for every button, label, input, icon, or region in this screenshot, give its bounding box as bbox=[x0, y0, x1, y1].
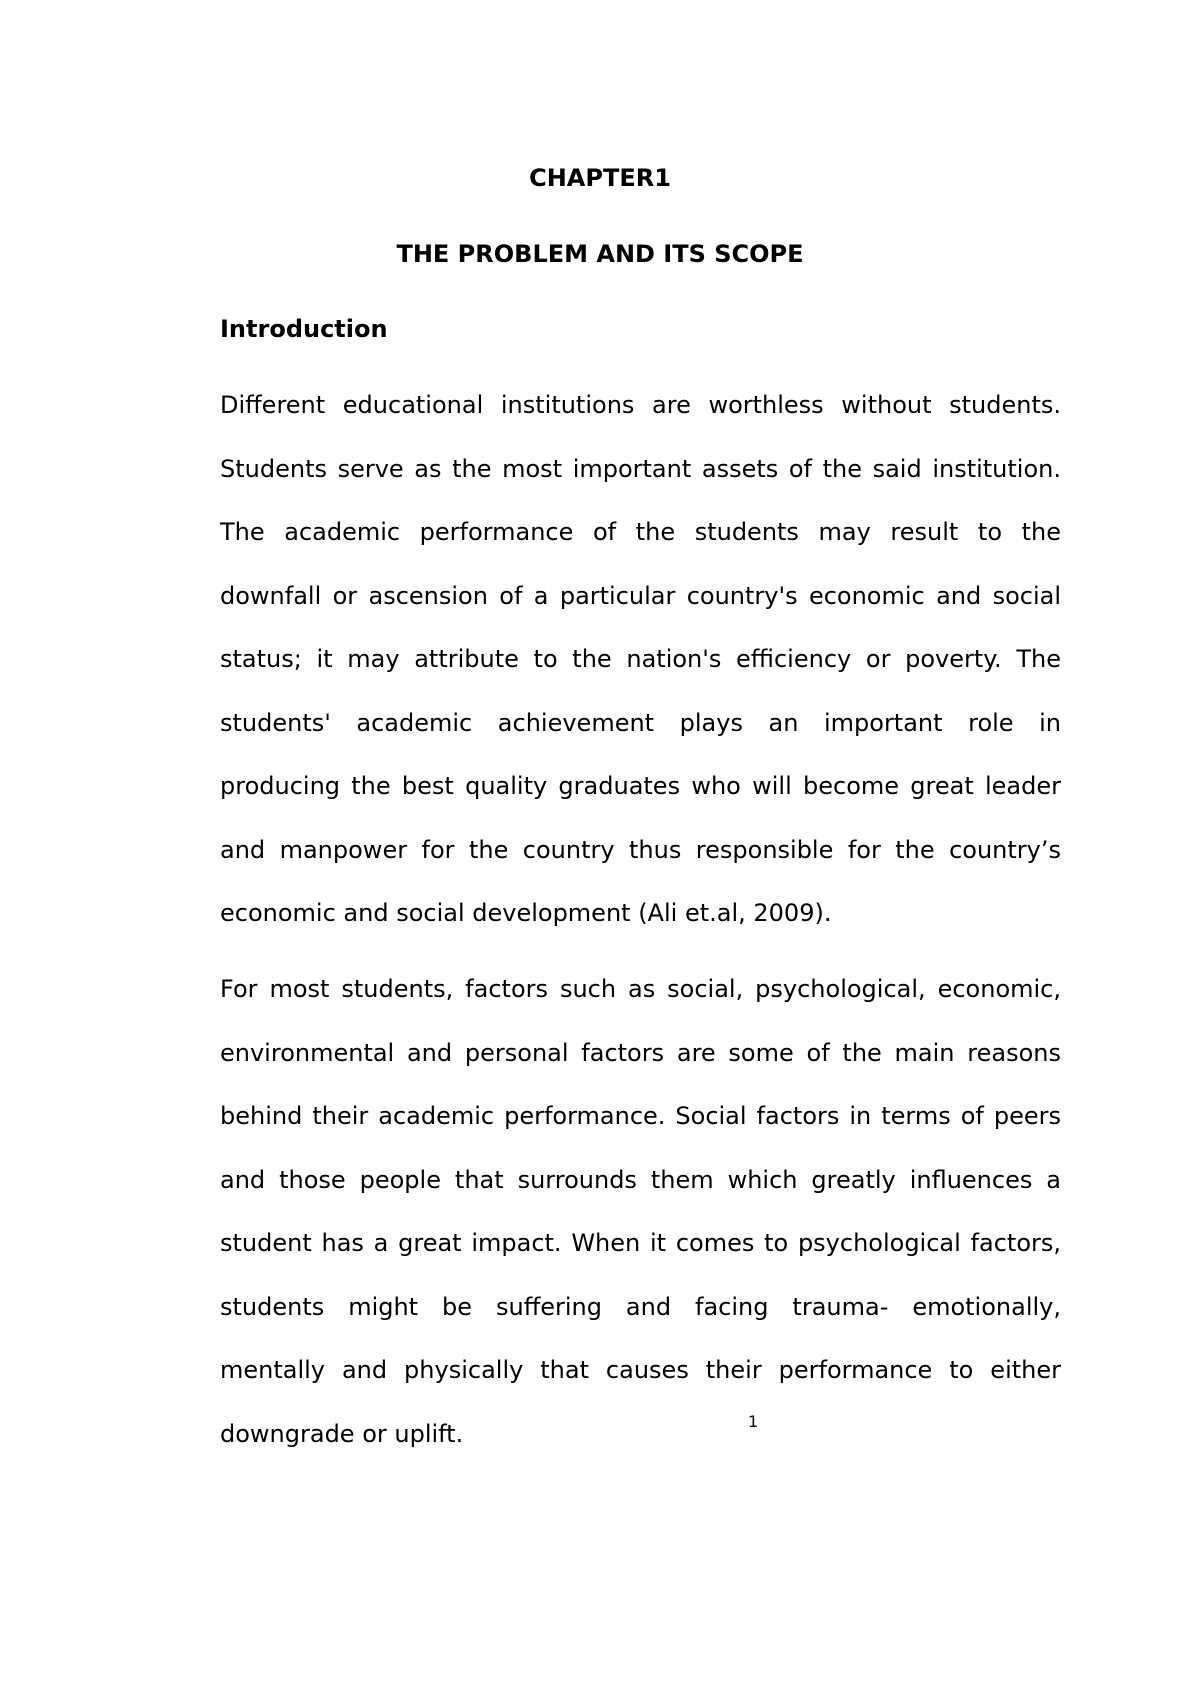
paragraph-line: student has a great impact. When it comes to psychological factors, bbox=[220, 1229, 1061, 1257]
paragraph-line: environmental and personal factors are some of the main reasons bbox=[220, 1038, 1061, 1067]
paragraph-line: For most students, factors such as social, psychological, economic, bbox=[220, 975, 1061, 1003]
paragraph-2 bbox=[220, 974, 1061, 1482]
paragraph-line: producing the best quality graduates who will become great leader bbox=[220, 772, 1061, 800]
paragraph-line: downfall or ascension of a particular country's economic and social bbox=[220, 581, 1061, 610]
paragraph-line: Students serve as the most important assets of the said institution. bbox=[220, 454, 1061, 483]
paragraph-line: downgrade or uplift. bbox=[220, 1419, 464, 1448]
page-number: 1 bbox=[748, 1412, 759, 1431]
paragraph-line: students might be suffering and facing trauma- emotionally, bbox=[220, 1292, 1061, 1321]
paragraph-line: and manpower for the country thus responsible for the country’s bbox=[220, 835, 1061, 864]
paragraph-line: and those people that surrounds them which greatly influences a bbox=[220, 1165, 1061, 1194]
paragraph-line: economic and social development (Ali et.al, 2009). bbox=[220, 899, 832, 927]
chapter-heading: CHAPTER1 bbox=[529, 164, 671, 192]
paragraph-line: mentally and physically that causes their performance to either bbox=[220, 1356, 1061, 1384]
paragraph-1 bbox=[220, 390, 1061, 962]
paragraph-line: Different educational institutions are worthless without students. bbox=[220, 391, 1061, 419]
chapter-title: THE PROBLEM AND ITS SCOPE bbox=[396, 240, 804, 268]
section-heading-introduction: Introduction bbox=[220, 315, 388, 343]
paragraph-line: The academic performance of the students may result to the bbox=[220, 518, 1061, 546]
paragraph-line: status; it may attribute to the nation's efficiency or poverty. The bbox=[220, 645, 1061, 673]
paragraph-line: students' academic achievement plays an important role in bbox=[220, 708, 1061, 737]
paragraph-line: behind their academic performance. Social factors in terms of peers bbox=[220, 1102, 1061, 1130]
